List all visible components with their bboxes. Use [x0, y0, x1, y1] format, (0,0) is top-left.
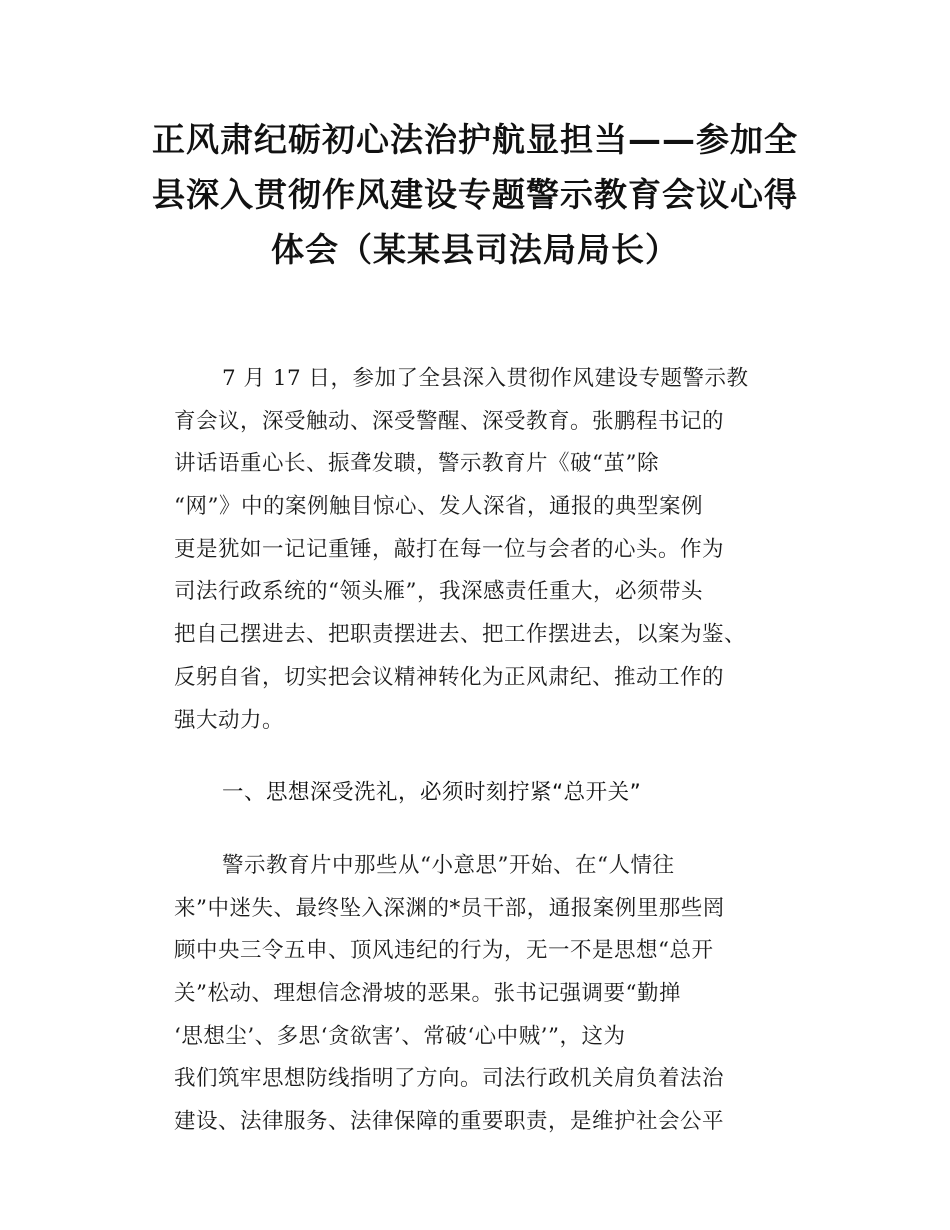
- title-line: 体会（某某县司法局局长）: [271, 230, 679, 269]
- text-line: 更是犹如一记记重锤，敲打在每一位与会者的心头。作为: [174, 536, 725, 562]
- text-line: 司法行政系统的“领头雁”，我深感责任重大，必须带头: [174, 579, 703, 605]
- text-line: 顾中央三令五申、顶风违纪的行为，无一不是思想“总开: [174, 938, 714, 964]
- text-line: ‘思想尘’、多思‘贪欲害’、常破‘心中贼’”，这为: [174, 1023, 626, 1049]
- paragraph-section-one: [174, 845, 804, 1144]
- text-line: 建设、法律服务、法律保障的重要职责，是维护社会公平: [174, 1109, 725, 1134]
- text-line: 7 月 17 日，参加了全县深入贯彻作风建设专题警示教: [222, 366, 749, 391]
- text-line: 强大动力。: [174, 707, 285, 733]
- text-line: 我们筑牢思想防线指明了方向。司法行政机关肩负着法治: [174, 1066, 725, 1092]
- spacer: [174, 742, 804, 772]
- text-line: 育会议，深受触动、深受警醒、深受教育。张鹏程书记的: [174, 408, 725, 434]
- document-title: [140, 112, 810, 277]
- paragraph-intro: [174, 358, 804, 742]
- text-line: 警示教育片中那些从“小意思”开始、在“人情往: [222, 852, 675, 878]
- spacer: [174, 815, 804, 845]
- text-line: 来”中迷失、最终坠入深渊的*员干部，通报案例里那些罔: [174, 895, 725, 921]
- text-line: 关”松动、理想信念滑坡的恶果。张书记强调要“勤掸: [174, 980, 681, 1006]
- text-line: 把自己摆进去、把职责摆进去、把工作摆进去，以案为鉴、: [174, 622, 747, 648]
- title-line: 县深入贯彻作风建设专题警示教育会议心得: [152, 175, 798, 214]
- text-line: 讲话语重心长、振聋发聩，警示教育片《破“茧”除: [174, 451, 659, 477]
- section-heading: 一、思想深受洗礼，必须时刻拧紧“总开关”: [222, 780, 642, 806]
- text-line: “网”》中的案例触目惊心、发人深省，通报的典型案例: [174, 494, 703, 520]
- text-line: 反躬自省，切实把会议精神转化为正风肃纪、推动工作的: [174, 664, 725, 690]
- document-body: [174, 358, 804, 1144]
- title-line: 正风肃纪砺初心法治护航显担当——参加全: [152, 120, 798, 159]
